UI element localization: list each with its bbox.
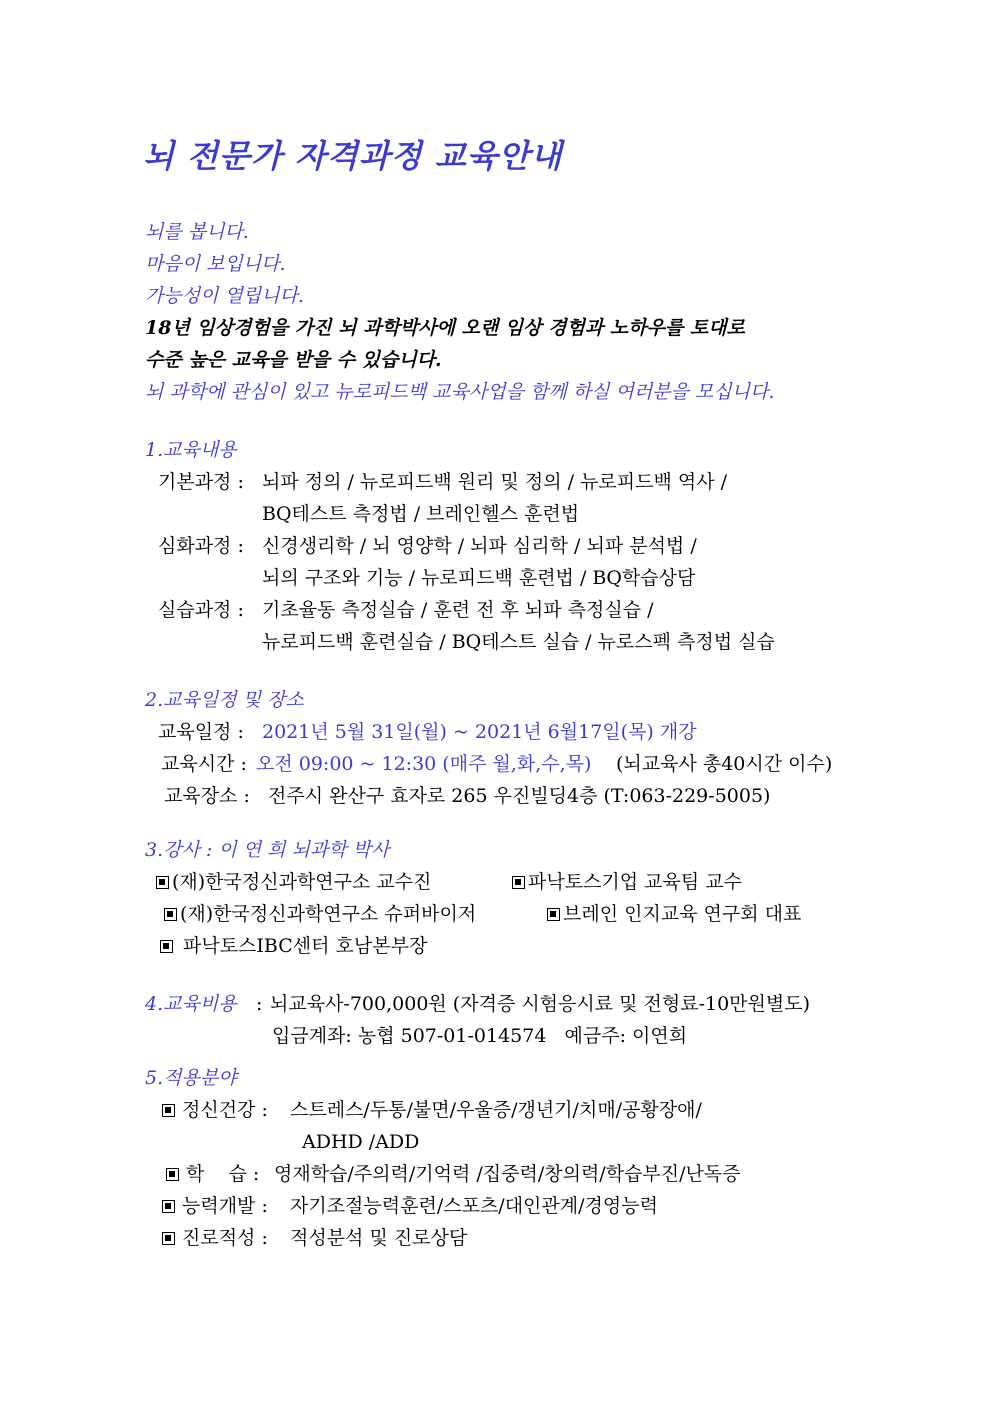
ability-label: 능력개발 :: [182, 1195, 268, 1217]
ability-row: [162, 1194, 268, 1218]
basic-course-line-1: 뇌파 정의 / 뉴로피드백 원리 및 정의 / 뉴로피드백 역사 /: [262, 471, 728, 493]
intro-line-2: 마음이 보입니다.: [145, 253, 286, 275]
mental-health-label: 정신건강 :: [182, 1099, 268, 1121]
instructor-item-text: 브레인 인지교육 연구회 대표: [563, 903, 802, 925]
instructor-item: [512, 870, 742, 894]
section-heading-application: 5.적용분야: [145, 1067, 237, 1089]
page-title: 뇌 전문가 자격과정 교육안내: [143, 137, 563, 175]
schedule-value: 2021년 5월 31일(월) ~ 2021년 6월17일(목) 개강: [262, 721, 697, 743]
intro-line-6: 뇌 과학에 관심이 있고 뉴로피드백 교육사업을 함께 하실 여러분을 모십니다.: [145, 381, 775, 403]
advanced-course-line-2: 뇌의 구조와 기능 / 뉴로피드백 훈련법 / BQ학습상담: [262, 567, 696, 589]
section-heading-schedule: 2.교육일정 및 장소: [145, 689, 304, 711]
section-heading-instructor: 3.강사 : 이 연 희 뇌과학 박사: [145, 839, 390, 861]
bullet-icon: [512, 876, 525, 889]
intro-line-4: 18년 임상경험을 가진 뇌 과학박사에 오랜 임상 경험과 노하우를 토대로: [145, 317, 745, 339]
instructor-item-text: 파낙토스IBC센터 호남본부장: [183, 935, 428, 957]
mental-health-line-1: 스트레스/두통/불면/우울증/갱년기/치매/공황장애/: [290, 1099, 702, 1121]
section-heading-content: 1.교육내용: [145, 439, 237, 461]
basic-course-line-2: BQ테스트 측정법 / 브레인헬스 훈련법: [262, 503, 580, 525]
place-label: 교육장소 :: [164, 785, 250, 807]
fee-value: 뇌교육사-700,000원 (자격증 시험응시료 및 전형료-10만원별도): [270, 993, 811, 1015]
study-row: [166, 1162, 259, 1186]
practice-course-line-1: 기초율동 측정실습 / 훈련 전 후 뇌파 측정실습 /: [262, 599, 654, 621]
career-row: [162, 1226, 268, 1250]
career-value: 적성분석 및 진로상담: [290, 1227, 468, 1249]
basic-course-label: 기본과정 :: [158, 471, 244, 493]
practice-course-line-2: 뉴로피드백 훈련실습 / BQ테스트 실습 / 뉴로스펙 측정법 실습: [262, 631, 775, 653]
bullet-icon: [547, 908, 560, 921]
ability-value: 자기조절능력훈련/스포츠/대인관계/경영능력: [290, 1195, 658, 1217]
bullet-icon: [156, 876, 169, 889]
advanced-course-line-1: 신경생리학 / 뇌 영양학 / 뇌파 심리학 / 뇌파 분석법 /: [262, 535, 697, 557]
bullet-icon: [162, 1104, 175, 1117]
bullet-icon: [166, 1168, 179, 1181]
time-value: 오전 09:00 ~ 12:30 (매주 월,화,수,목): [256, 753, 592, 775]
time-note: (뇌교육사 총40시간 이수): [616, 753, 833, 775]
bullet-icon: [162, 1232, 175, 1245]
practice-course-label: 실습과정 :: [158, 599, 244, 621]
intro-line-1: 뇌를 봅니다.: [145, 221, 249, 243]
study-value: 영재학습/주의력/기억력 /집중력/창의력/학습부진/난독증: [274, 1163, 741, 1185]
instructor-item: [547, 902, 801, 926]
section-heading-fee: 4.교육비용: [145, 993, 237, 1015]
advanced-course-label: 심화과정 :: [158, 535, 244, 557]
instructor-item-text: 파낙토스기업 교육팀 교수: [528, 871, 742, 893]
bullet-icon: [160, 940, 173, 953]
schedule-label: 교육일정 :: [158, 721, 244, 743]
place-value: 전주시 완산구 효자로 265 우진빌딩4층 (T:063-229-5005): [268, 785, 771, 807]
fee-colon: :: [256, 993, 263, 1015]
instructor-item: [164, 902, 476, 926]
career-label: 진로적성 :: [182, 1227, 268, 1249]
time-label: 교육시간 :: [161, 753, 247, 775]
bullet-icon: [162, 1200, 175, 1213]
mental-health-row: [162, 1098, 268, 1122]
account-info: 입금계좌: 농협 507-01-014574 예금주: 이연희: [272, 1025, 688, 1047]
study-label: 학 습 :: [186, 1163, 260, 1185]
mental-health-line-2: ADHD /ADD: [302, 1131, 420, 1153]
bullet-icon: [164, 908, 177, 921]
intro-line-3: 가능성이 열립니다.: [145, 285, 304, 307]
intro-line-5: 수준 높은 교육을 받을 수 있습니다.: [145, 349, 442, 371]
instructor-item: [160, 934, 427, 958]
instructor-item: [156, 870, 431, 894]
instructor-item-text: (재)한국정신과학연구소 슈퍼바이저: [180, 903, 477, 925]
instructor-item-text: (재)한국정신과학연구소 교수진: [172, 871, 432, 893]
